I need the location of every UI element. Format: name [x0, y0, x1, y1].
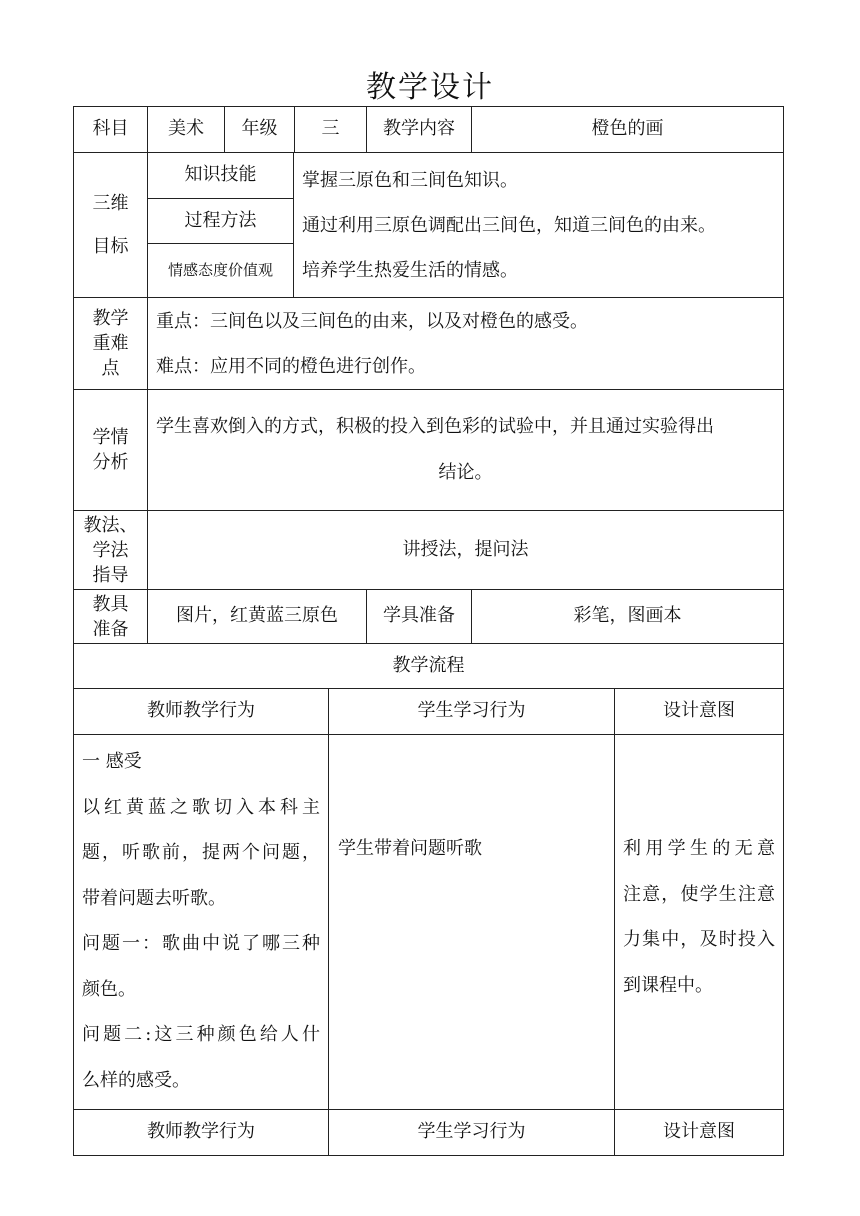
key-points-content — [147, 297, 784, 390]
key-point-focus: 重点：三间色以及三间色的由来，以及对橙色的感受。 — [156, 310, 588, 332]
analysis-content — [147, 389, 784, 511]
analysis-label — [73, 389, 148, 511]
analysis-line1: 学生喜欢倒入的方式，积极的投入到色彩的试验中，并且通过实验得出 — [156, 416, 714, 437]
method-label-line1: 教法、 — [83, 514, 138, 536]
materials-label — [73, 589, 148, 644]
subject-label: 科目 — [73, 106, 148, 153]
col-header-student: 学生学习行为 — [328, 688, 615, 735]
student-materials-value: 彩笔，图画本 — [471, 589, 784, 644]
footer-header-teacher: 教师教学行为 — [73, 1109, 329, 1156]
key-point-difficulty: 难点：应用不同的橙色进行创作。 — [156, 355, 426, 377]
footer-header-intent: 设计意图 — [614, 1109, 784, 1156]
teacher-line-1: 一 感受 — [82, 751, 142, 772]
objective-text-emotion: 培养学生热爱生活的情感。 — [302, 259, 518, 281]
teacher-line-8: 么样的感受。 — [82, 1069, 190, 1091]
teacher-line-2: 以红黄蓝之歌切入本科主 — [82, 796, 320, 818]
objective-label-process: 过程方法 — [147, 198, 294, 244]
analysis-label-line1: 学情 — [92, 427, 129, 448]
key-points-label — [73, 297, 148, 390]
objectives-label-line2: 目标 — [92, 236, 129, 257]
student-activity — [328, 734, 615, 1110]
analysis-line2: 结论。 — [438, 462, 493, 483]
teacher-line-5: 问题一：歌曲中说了哪三种 — [82, 933, 320, 954]
grade-label: 年级 — [224, 106, 295, 153]
materials-label-line2: 准备 — [92, 618, 129, 640]
key-points-label-line1: 教学 — [92, 308, 129, 329]
subject-value: 美术 — [147, 106, 225, 153]
materials-label-line1: 教具 — [92, 593, 129, 615]
method-content: 讲授法，提问法 — [147, 510, 784, 590]
objective-label-knowledge: 知识技能 — [147, 152, 294, 199]
teacher-line-6: 颜色。 — [82, 978, 136, 1000]
col-header-teacher: 教师教学行为 — [73, 688, 329, 735]
teacher-activity — [73, 734, 329, 1110]
page-title: 教学设计 — [366, 70, 494, 105]
intent-line-1: 利用学生的无意 — [623, 838, 775, 859]
key-points-label-line3: 点 — [101, 358, 120, 379]
objective-text-knowledge: 掌握三原色和三间色知识。 — [302, 169, 518, 191]
objectives-label-line1: 三维 — [92, 193, 129, 214]
content-value: 橙色的画 — [471, 106, 784, 153]
content-label: 教学内容 — [366, 106, 472, 153]
objective-label-emotion: 情感态度价值观 — [147, 243, 294, 298]
footer-header-student: 学生学习行为 — [328, 1109, 615, 1156]
process-title: 教学流程 — [73, 643, 784, 689]
analysis-label-line2: 分析 — [92, 452, 129, 473]
objectives-content — [293, 152, 784, 298]
intent-line-4: 到课程中。 — [623, 974, 713, 996]
student-materials-label: 学具准备 — [366, 589, 472, 644]
intent-line-3: 力集中，及时投入 — [623, 929, 775, 950]
key-points-label-line2: 重难 — [92, 333, 129, 354]
col-header-intent: 设计意图 — [614, 688, 784, 735]
objectives-label — [73, 152, 148, 298]
method-label — [73, 510, 148, 590]
teacher-line-3: 题，听歌前，提两个问题， — [82, 842, 320, 863]
teacher-line-4: 带着问题去听歌。 — [82, 887, 226, 909]
design-intent — [614, 734, 784, 1110]
objective-text-process: 通过利用三原色调配出三间色，知道三间色的由来。 — [302, 214, 716, 236]
method-label-line2: 学法 — [92, 539, 129, 561]
teacher-line-7: 问题二:这三种颜色给人什 — [82, 1024, 320, 1045]
teacher-materials-value: 图片，红黄蓝三原色 — [147, 589, 367, 644]
method-label-line3: 指导 — [92, 564, 129, 586]
intent-line-2: 注意，使学生注意 — [623, 883, 775, 905]
grade-value: 三 — [294, 106, 367, 153]
student-activity-text: 学生带着问题听歌 — [338, 838, 482, 859]
